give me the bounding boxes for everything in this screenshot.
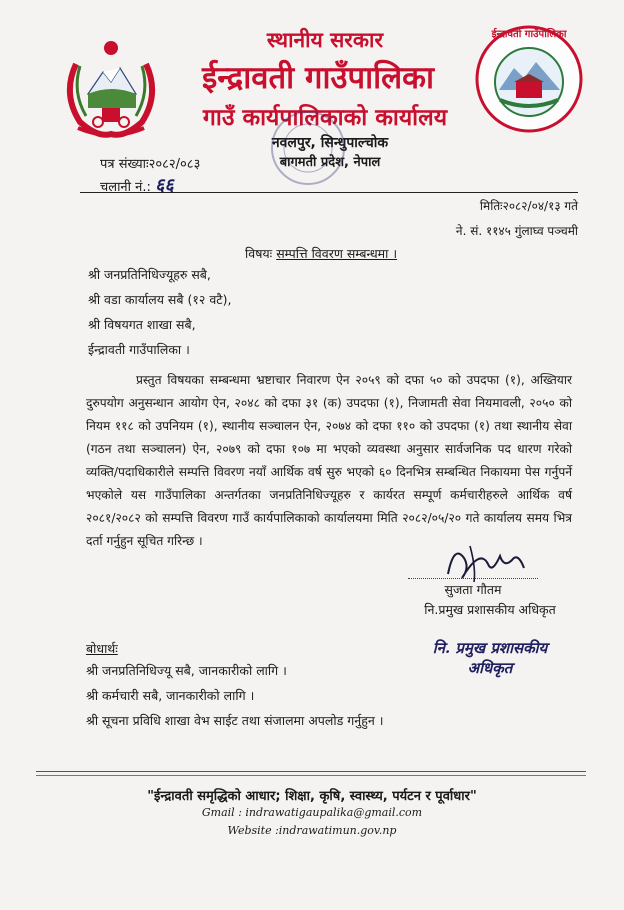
subject-label: विषयः [245,246,273,261]
footer-gmail: Gmail : indrawatigaupalika@gmail.com [201,806,423,819]
addressee-4: ईन्द्रावती गाउँपालिका । [88,342,190,357]
body-paragraph: प्रस्तुत विषयका सम्बन्धमा भ्रष्टाचार निवारण ऐन २०५९ को दफा ५० को उपदफा (१), अख्तियार दुरुपयोग अनुसन्धान आयोग ऐन, २०४८ को दफा ३१ (क) उपदफा (१), निजामती सेवा नियमावली, २०५० को नियम ११८ को उपनियम (१), स्थानीय सञ्चालन ऐन, २०७४ को दफा ११० को उपदफा (१) तथा स्थानीय सेवा (गठन तथा सञ्चालन) ऐन, २०७९ को दफा १०७ मा भएको व्यवस्था अनुसार सार्वजनिक पद धारण गरेको व्यक्ति/पदाधिकारीले सम्पत्ति विवरण नयाँ आर्थिक वर्ष सुरु भएको ६० दिनभित्र सम्बन्धित निकायमा पेस गर्नुपर्ने भएकोले यस गाउँपालिका अन्तर्गतका जनप्रतिनिधिज्यूहरु र कार्यरत सम्पूर्ण कर्मचारीहरुले आर्थिक वर्ष २०८१/२०८२ को सम्पत्ति विवरण गाउँ कार्यपालिकाको कार्यालयमा मिति २०८२/०५/२० गते कार्यालय समय भित्र दर्ता गर्नुहुन सूचित गरिन्छ । [86,373,572,548]
municipality-logo-icon [474,24,584,134]
signatory-title: नि.प्रमुख प्रशासकीय अधिकृत [424,602,556,617]
office-stamp-icon [268,108,348,188]
patra-sankhya [100,154,200,172]
bodhartha-label: बोधार्थः [86,641,118,656]
addressee-1: श्री जनप्रतिनिधिज्यूहरु सबै, [88,267,211,282]
addressee-2: श्री वडा कार्यालय सबै (१२ वटै), [88,292,232,307]
signatory-name: सुजता गौतम [408,578,538,598]
footer-slogan: "ईन्द्रावती समृद्धिको आधार; शिक्षा, कृषि, स्वास्थ्य, पर्यटन र पूर्वाधार" [147,789,477,804]
nepal-emblem-icon [58,34,164,140]
date-bs: मितिः२०८२/०४/१३ गते [479,199,578,213]
cc-item-3: श्री सूचना प्रविधि शाखा वेभ साईट तथा संजालमा अपलोड गर्नुहुन । [86,713,384,728]
footer-divider-bottom [36,775,586,776]
chalani-value: ६६ [155,175,174,196]
addressee-3: श्री विषयगत शाखा सबै, [88,317,196,332]
designation-stamp: नि. प्रमुख प्रशासकीय अधिकृत [432,639,548,677]
chalani-number [100,173,174,197]
header-divider [80,192,578,193]
header-local-government: स्थानीय सरकार [266,27,384,52]
patra-label: पत्र संख्याः [100,157,149,172]
subject-line [245,245,397,262]
footer-website: Website :indrawatimun.gov.np [227,824,397,837]
header-office-name: गाउँ कार्यपालिकाको कार्यालय [202,104,448,131]
date-ns: ने. सं. ११४५ गुंलाघ्व पञ्चमी [455,224,578,238]
cc-item-1: श्री जनप्रतिनिधिज्यू सबै, जानकारीको लागि । [86,663,287,678]
municipality-logo-text: ईन्द्रावती गाउँपालिका [491,29,567,40]
patra-value: २०८२/०८३ [148,157,201,172]
footer-divider-top [36,771,586,772]
cc-item-2: श्री कर्मचारी सबै, जानकारीको लागि । [86,688,255,703]
subject-text: सम्पत्ति विवरण सम्बन्धमा । [276,246,398,261]
chalani-label: चलानी नं.: [100,180,151,195]
header-province: बागमती प्रदेश, नेपाल [279,155,381,170]
header-municipality-name: ईन्द्रावती गाउँपालिका [201,60,434,96]
header-address: नवलपुर, सिन्धुपाल्चोक [271,135,389,151]
